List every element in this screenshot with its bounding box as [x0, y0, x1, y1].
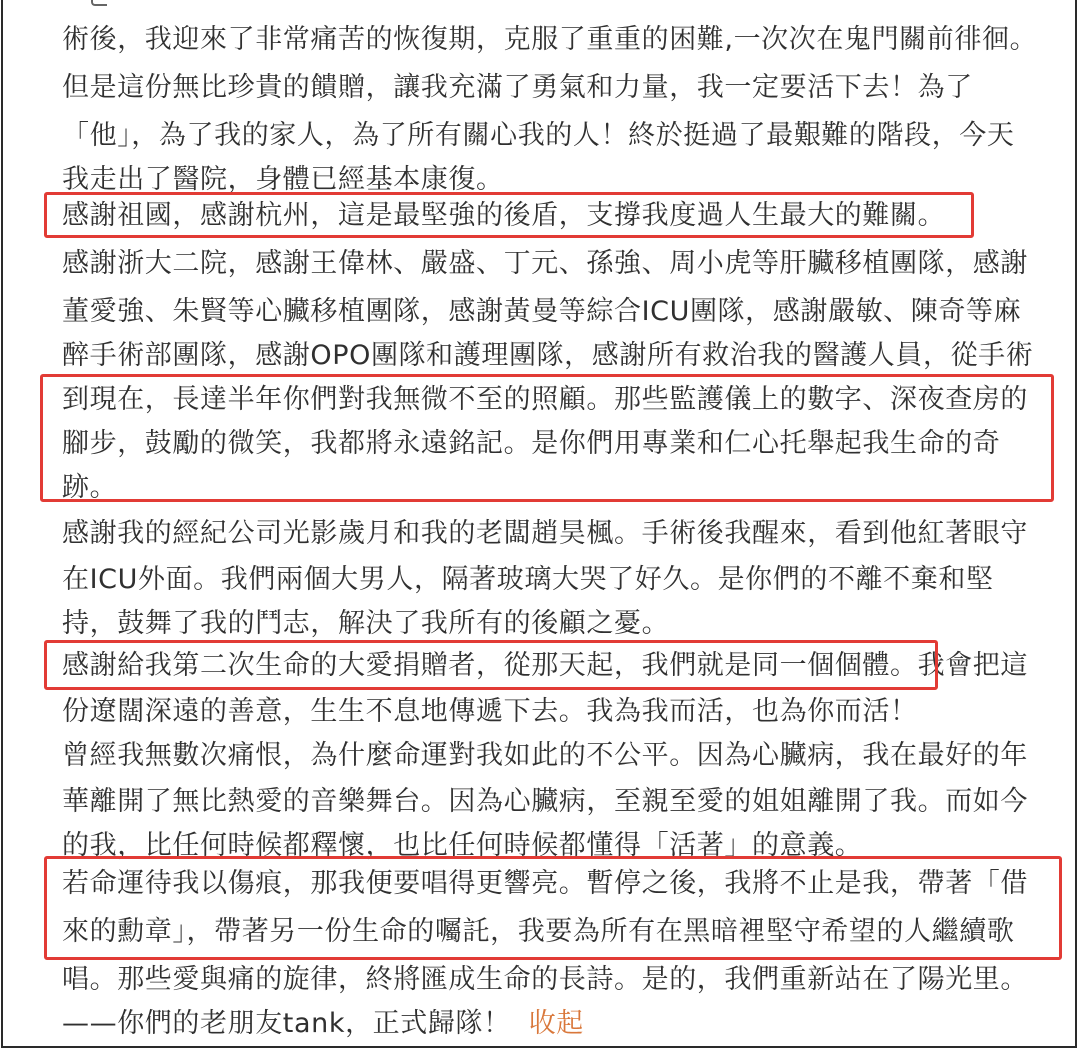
cropped-glyph-fragment	[91, 0, 107, 6]
post-line: 「他」，為了我的家人，為了所有關心我的人！終於挺過了最艱難的階段，今天	[62, 120, 1015, 151]
post-line: 感謝我的經紀公司光影歲月和我的老闆趙昊楓。手術後我醒來，看到他紅著眼守	[62, 518, 1028, 549]
post-line: 在ICU外面。我們兩個大男人，隔著玻璃大哭了好久。是你們的不離不棄和堅	[62, 564, 994, 595]
post-line: 醉手術部團隊，感謝OPO團隊和護理團隊，感謝所有救治我的醫護人員，從手術	[62, 340, 1034, 371]
post-line: 唱。那些愛與痛的旋律，終將匯成生命的長詩。是的，我們重新站在了陽光里。	[62, 964, 1028, 995]
post-line: 份遼闊深遠的善意，生生不息地傳遞下去。我為我而活，也為你而活！	[62, 696, 918, 727]
post-line: 華離開了無比熱愛的音樂舞台。因為心臟病，至親至愛的姐姐離開了我。而如今	[62, 786, 1028, 817]
post-line: 董愛強、朱賢等心臟移植團隊，感謝黃曼等綜合ICU團隊，感謝嚴敏、陳奇等麻	[62, 296, 1022, 327]
post-line: 感謝祖國，感謝杭州，這是最堅強的後盾，支撐我度過人生最大的難關。	[62, 200, 946, 231]
post-line: 來的勳章」，帶著另一份生命的囑託，我要為所有在黑暗裡堅守希望的人繼續歌	[62, 916, 1015, 947]
post-line: 但是這份無比珍貴的饋贈，讓我充滿了勇氣和力量，我一定要活下去！為了	[62, 72, 973, 103]
post-line: 到現在，長達半年你們對我無微不至的照顧。那些監護儀上的數字、深夜查房的	[62, 384, 1028, 415]
post-line: 我走出了醫院，身體已經基本康復。	[62, 164, 504, 195]
post-line: 跡。	[62, 472, 118, 503]
post-line: 持，鼓舞了我的鬥志，解決了我所有的後顧之憂。	[62, 608, 670, 639]
signature-line	[62, 1004, 584, 1044]
post-line: 術後，我迎來了非常痛苦的恢復期，克服了重重的困難,一次次在鬼門關前徘徊。	[62, 24, 1038, 55]
post-line: 若命運待我以傷痕，那我便要唱得更響亮。暫停之後，我將不止是我，帶著「借	[62, 868, 1028, 899]
post-line: 的我，比任何時候都釋懷，也比任何時候都懂得「活著」的意義。	[62, 830, 863, 861]
post-line: 感謝給我第二次生命的大愛捐贈者，從那天起，我們就是同一個個體。我會把這	[62, 650, 1028, 681]
collapse-link[interactable]: 收起	[528, 1008, 584, 1039]
post-line: 曾經我無數次痛恨，為什麼命運對我如此的不公平。因為心臟病，我在最好的年	[62, 740, 1028, 771]
post-line: 腳步，鼓勵的微笑，我都將永遠銘記。是你們用專業和仁心托舉起我生命的奇	[62, 428, 1001, 459]
post-line: 感謝浙大二院，感謝王偉林、嚴盛、丁元、孫強、周小虎等肝臟移植團隊，感謝	[62, 248, 1028, 279]
signature: ——你們的老朋友tank，正式歸隊！	[62, 1008, 511, 1039]
